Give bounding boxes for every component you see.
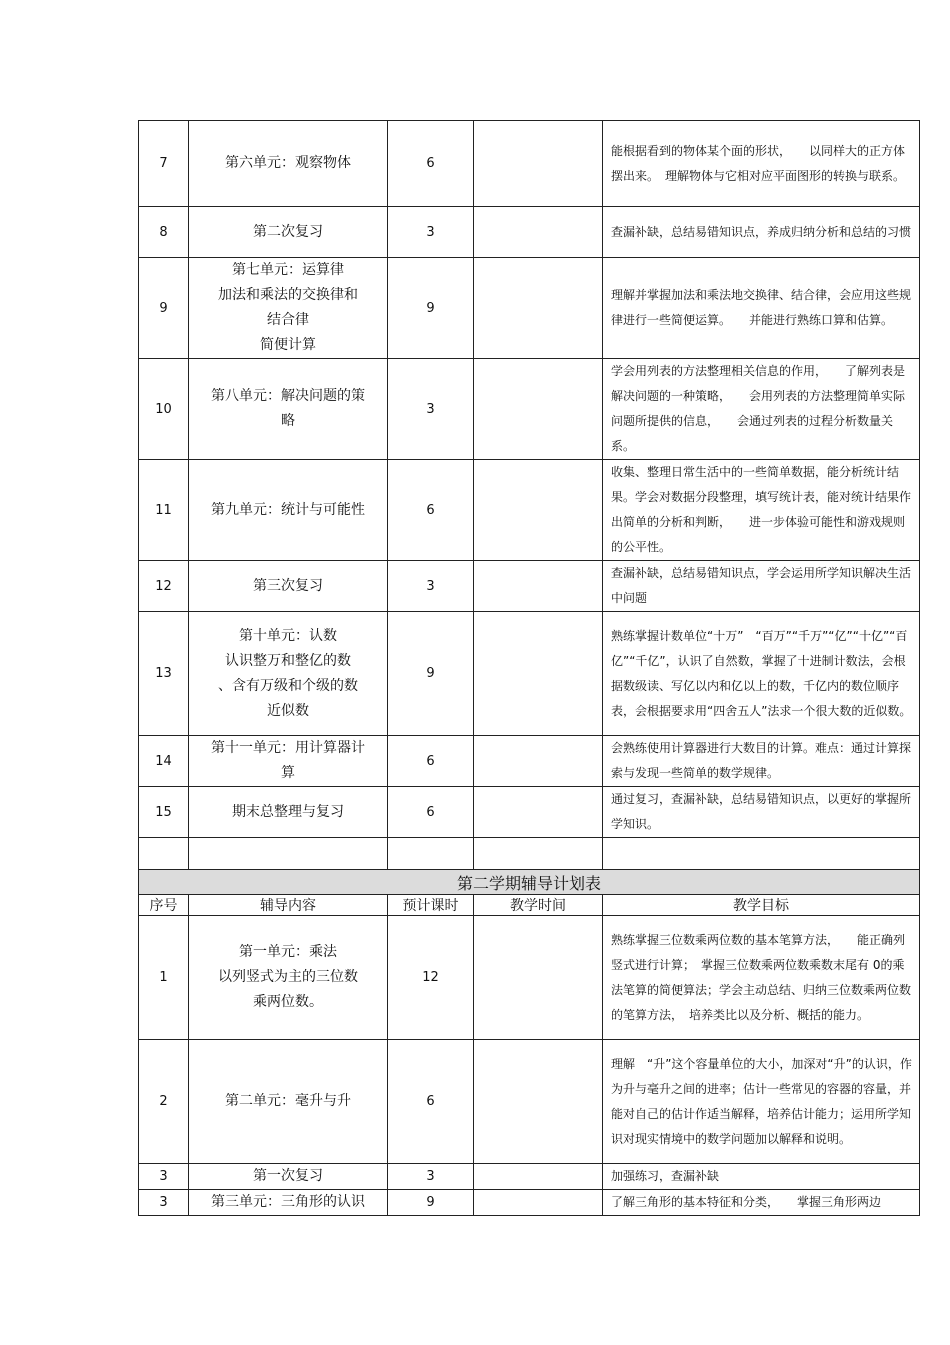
- row-goal: 理解并掌握加法和乘法地交换律、结合律，会应用这些规律进行一些简便运算。 并能进行熟练口算和估算。: [603, 258, 920, 359]
- row-time: [474, 736, 603, 787]
- row-content: 期末总整理与复习: [189, 787, 388, 838]
- row-content: 第十一单元：用计算器计 算: [189, 736, 388, 787]
- row-index: 8: [139, 207, 189, 258]
- header-idx: 序号: [139, 895, 189, 916]
- row-index: 3: [139, 1190, 189, 1216]
- row-goal: 通过复习，查漏补缺，总结易错知识点，以更好的掌握所学知识。: [603, 787, 920, 838]
- row-goal: 能根据看到的物体某个面的形状， 以同样大的正方体摆出来。 理解物体与它相对应平面图形的转换与联系。: [603, 121, 920, 207]
- header-time: 教学时间: [474, 895, 603, 916]
- row-index: 7: [139, 121, 189, 207]
- table-row: [139, 359, 920, 460]
- row-index: 14: [139, 736, 189, 787]
- table-row: [139, 460, 920, 561]
- row-time: [474, 121, 603, 207]
- table-row: [139, 1164, 920, 1190]
- table-row: [139, 561, 920, 612]
- row-time: [474, 359, 603, 460]
- row-time: [474, 916, 603, 1040]
- row-hours: 6: [388, 460, 474, 561]
- table-row: [139, 258, 920, 359]
- row-goal: 查漏补缺，总结易错知识点，养成归纳分析和总结的习惯: [603, 207, 920, 258]
- table-row: [139, 787, 920, 838]
- row-content: 第一单元：乘法 以列竖式为主的三位数 乘两位数。: [189, 916, 388, 1040]
- row-time: [474, 787, 603, 838]
- row-index: 11: [139, 460, 189, 561]
- row-time: [474, 207, 603, 258]
- row-time: [474, 460, 603, 561]
- term1-spacer: [139, 838, 920, 870]
- row-content: 第三单元：三角形的认识: [189, 1190, 388, 1216]
- row-index: 13: [139, 612, 189, 736]
- row-goal: 查漏补缺，总结易错知识点，学会运用所学知识解决生活中问题: [603, 561, 920, 612]
- term2-body: [139, 916, 920, 1216]
- table-row: [139, 1190, 920, 1216]
- row-time: [474, 258, 603, 359]
- row-time: [474, 1040, 603, 1164]
- row-hours: 9: [388, 612, 474, 736]
- row-hours: 6: [388, 787, 474, 838]
- row-goal: 会熟练使用计算器进行大数目的计算。难点：通过计算探索与发现一些简单的数学规律。: [603, 736, 920, 787]
- row-index: 15: [139, 787, 189, 838]
- row-hours: 3: [388, 1164, 474, 1190]
- row-hours: 6: [388, 736, 474, 787]
- term2-title-row: [139, 870, 920, 895]
- row-goal: 收集、整理日常生活中的一些简单数据，能分析统计结果。学会对数据分段整理，填写统计表，能对统计结果作出简单的分析和判断， 进一步体验可能性和游戏规则的公平性。: [603, 460, 920, 561]
- row-hours: 9: [388, 1190, 474, 1216]
- row-hours: 3: [388, 359, 474, 460]
- row-index: 10: [139, 359, 189, 460]
- row-goal: 理解 “升”这个容量单位的大小，加深对“升”的认识，作为升与毫升之间的进率；估计一些常见的容器的容量，并能对自己的估计作适当解释，培养估计能力；运用所学知识对现实情境中的数学问题加以解释和说明。: [603, 1040, 920, 1164]
- row-goal: 熟练掌握计数单位“十万” “百万”“千万”“亿”“十亿”“百亿”“千亿”，认识了自然数，掌握了十进制计数法，会根据数级读、写亿以内和亿以上的数，千亿内的数位顺序表，会根据要求用“四舍五人”法求一个很大数的近似数。: [603, 612, 920, 736]
- row-hours: 3: [388, 561, 474, 612]
- row-content: 第六单元：观察物体: [189, 121, 388, 207]
- row-hours: 6: [388, 1040, 474, 1164]
- row-time: [474, 561, 603, 612]
- row-content: 第二次复习: [189, 207, 388, 258]
- row-goal: 熟练掌握三位数乘两位数的基本笔算方法， 能正确列竖式进行计算； 掌握三位数乘两位数乘数末尾有 0的乘法笔算的简便算法；学会主动总结、归纳三位数乘两位数的笔算方法， 培养类比以及分析、概括的能力。: [603, 916, 920, 1040]
- row-goal: 学会用列表的方法整理相关信息的作用， 了解列表是解决问题的一种策略， 会用列表的方法整理简单实际问题所提供的信息， 会通过列表的过程分析数量关系。: [603, 359, 920, 460]
- row-goal: 加强练习，查漏补缺: [603, 1164, 920, 1190]
- row-hours: 3: [388, 207, 474, 258]
- row-time: [474, 612, 603, 736]
- row-content: 第八单元：解决问题的策 略: [189, 359, 388, 460]
- row-content: 第十单元：认数 认识整万和整亿的数 、含有万级和个级的数 近似数: [189, 612, 388, 736]
- row-content: 第九单元：统计与可能性: [189, 460, 388, 561]
- header-row: [139, 895, 920, 916]
- row-content: 第三次复习: [189, 561, 388, 612]
- term1-body: [139, 121, 920, 838]
- row-index: 3: [139, 1164, 189, 1190]
- row-time: [474, 1164, 603, 1190]
- row-hours: 12: [388, 916, 474, 1040]
- row-time: [474, 1190, 603, 1216]
- table-row: [139, 916, 920, 1040]
- row-hours: 6: [388, 121, 474, 207]
- table-row: [139, 612, 920, 736]
- row-content: 第七单元：运算律 加法和乘法的交换律和 结合律 简便计算: [189, 258, 388, 359]
- row-index: 1: [139, 916, 189, 1040]
- tutoring-plan-table: [138, 120, 920, 1216]
- term2-title: 第二学期辅导计划表: [139, 870, 920, 895]
- table-row: [139, 121, 920, 207]
- row-index: 12: [139, 561, 189, 612]
- header-hours: 预计课时: [388, 895, 474, 916]
- header-goal: 教学目标: [603, 895, 920, 916]
- row-goal: 了解三角形的基本特征和分类， 掌握三角形两边: [603, 1190, 920, 1216]
- header-content: 辅导内容: [189, 895, 388, 916]
- row-content: 第一次复习: [189, 1164, 388, 1190]
- row-index: 9: [139, 258, 189, 359]
- row-hours: 9: [388, 258, 474, 359]
- row-index: 2: [139, 1040, 189, 1164]
- table-row: [139, 207, 920, 258]
- term2-section: [139, 870, 920, 916]
- row-content: 第二单元：毫升与升: [189, 1040, 388, 1164]
- table-row: [139, 1040, 920, 1164]
- table-row: [139, 736, 920, 787]
